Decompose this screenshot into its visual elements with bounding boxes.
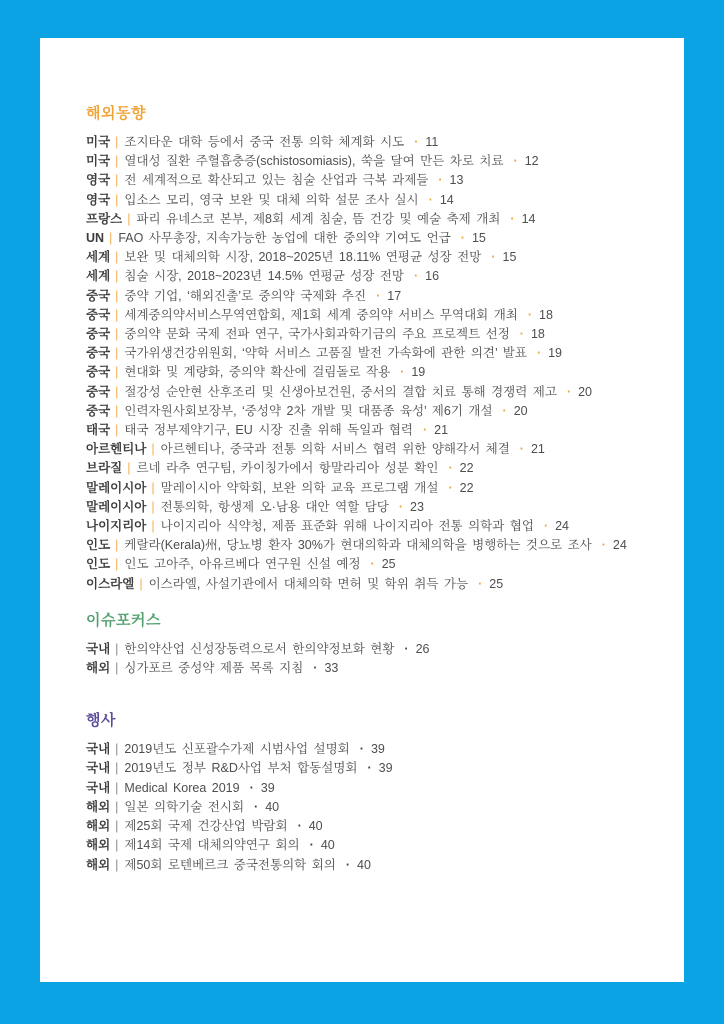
- toc-item-text: 르네 라추 연구팀, 카이칭가에서 항말라리아 성분 확인: [136, 461, 439, 476]
- page-bullet-icon: ·: [404, 641, 409, 656]
- toc-item: [86, 798, 666, 817]
- toc-item-label: 인도: [86, 557, 111, 572]
- toc-item-text: 조지타운 대학 등에서 중국 전통 의학 체계화 시도: [124, 135, 405, 149]
- toc-item: [86, 779, 666, 798]
- toc-item-text: 이스라엘, 사설기관에서 대체의학 면허 및 학위 취득 가능: [148, 576, 469, 591]
- page-number: 40: [265, 799, 280, 814]
- page-number: 20: [578, 384, 593, 399]
- page-number: 33: [324, 661, 339, 676]
- page-number: 14: [439, 192, 454, 207]
- page-number: 24: [612, 538, 627, 553]
- toc-item-label: 해외: [86, 838, 111, 853]
- toc-item: [86, 344, 666, 363]
- toc-item-label: 해외: [86, 799, 111, 814]
- toc-item-text: 열대성 질환 주혈흡충증(schistosomiasis), 쑥을 달여 만든 차로 치료: [124, 154, 504, 169]
- toc-list: [86, 640, 666, 678]
- toc-item-text: 절강성 순안현 산후조리 및 신생아보건원, 중서의 결합 치료 통해 경쟁력 제고: [124, 384, 557, 399]
- pipe-separator-icon: |: [115, 307, 119, 322]
- toc-item-label: 세계: [86, 269, 111, 284]
- page-number: 23: [410, 499, 424, 514]
- toc-item-text: 전 세계적으로 확산되고 있는 침술 산업과 극복 과제들: [124, 173, 429, 188]
- toc-item-label: 영국: [86, 192, 111, 207]
- pipe-separator-icon: |: [115, 192, 119, 207]
- toc-list: [86, 133, 666, 594]
- page-bullet-icon: ·: [413, 269, 419, 284]
- toc-item-text: 제50회 로텐베르크 중국전통의학 회의: [124, 857, 336, 872]
- toc-item-label: 국내: [86, 780, 111, 795]
- toc-item-label: 중국: [86, 288, 111, 303]
- page-number: 15: [502, 250, 517, 265]
- toc-item: [86, 191, 666, 210]
- section-title: 해외동향: [86, 105, 146, 122]
- pipe-separator-icon: |: [115, 365, 119, 380]
- page-bullet-icon: ·: [491, 250, 496, 265]
- toc-item-text: 한의약산업 신성장동력으로서 한의약정보화 현황: [124, 641, 395, 656]
- page-bullet-icon: ·: [254, 799, 259, 814]
- pipe-separator-icon: |: [115, 641, 119, 656]
- toc-item-label: 인도: [86, 538, 111, 553]
- pipe-separator-icon: |: [115, 423, 119, 438]
- page-bullet-icon: ·: [313, 661, 318, 676]
- section-title: 이슈포커스: [86, 611, 161, 629]
- toc-item: [86, 536, 666, 555]
- toc-item-label: 프랑스: [86, 211, 123, 226]
- toc-item-label: 해외: [86, 661, 111, 676]
- page-bullet-icon: ·: [460, 231, 465, 246]
- page-bullet-icon: ·: [519, 442, 524, 457]
- toc-item-label: 해외: [86, 819, 111, 834]
- toc-item-label: 미국: [86, 154, 111, 169]
- toc-item-label: 중국: [86, 327, 111, 342]
- toc-item-label: 국내: [86, 641, 111, 656]
- page-number: 22: [459, 480, 474, 495]
- pipe-separator-icon: |: [151, 519, 155, 534]
- pipe-separator-icon: |: [127, 461, 131, 476]
- toc-item: [86, 325, 666, 344]
- page-number: 13: [449, 173, 464, 188]
- page-bullet-icon: ·: [566, 384, 572, 399]
- toc-page: [40, 38, 684, 982]
- page-number: 40: [357, 857, 371, 872]
- toc-sections: [86, 104, 666, 875]
- pipe-separator-icon: |: [115, 838, 119, 853]
- page-number: 21: [530, 442, 545, 457]
- toc-item-label: 말레이시아: [86, 499, 147, 514]
- toc-item: [86, 856, 666, 875]
- toc-item-text: 2019년도 신포괄수가제 시범사업 설명회: [124, 742, 350, 757]
- page-number: 39: [260, 780, 275, 795]
- toc-item-label: 중국: [86, 384, 111, 399]
- pipe-separator-icon: |: [115, 135, 119, 149]
- toc-item-label: 중국: [86, 307, 111, 322]
- toc-item-label: 세계: [86, 250, 111, 265]
- toc-item-label: 나이지리아: [86, 519, 147, 534]
- page-bullet-icon: ·: [510, 211, 515, 226]
- toc-item: [86, 640, 666, 659]
- page-number: 19: [548, 346, 563, 361]
- toc-item-text: 인력자원사회보장부, ‘중성약 2차 개발 및 대품종 육성’ 제6기 개설: [124, 403, 493, 418]
- page-number: 40: [308, 819, 323, 834]
- pipe-separator-icon: |: [115, 384, 119, 399]
- toc-item: [86, 383, 666, 402]
- page-number: 24: [555, 519, 570, 534]
- page-bullet-icon: ·: [398, 499, 404, 514]
- page-number: 12: [524, 154, 539, 169]
- toc-item: [86, 402, 666, 421]
- page-bullet-icon: ·: [448, 480, 453, 495]
- toc-item-label: 아르헨티나: [86, 442, 147, 457]
- toc-item-label: 국내: [86, 761, 111, 776]
- toc-item-text: 침술 시장, 2018~2023년 14.5% 연평균 성장 전망: [124, 269, 404, 284]
- page-number: 15: [471, 231, 486, 246]
- toc-list: [86, 740, 666, 874]
- page-bullet-icon: ·: [370, 557, 375, 572]
- page-bullet-icon: ·: [513, 154, 518, 169]
- page-bullet-icon: ·: [297, 819, 302, 834]
- page-bullet-icon: ·: [536, 346, 542, 361]
- page-number: 39: [370, 742, 385, 757]
- pipe-separator-icon: |: [109, 231, 113, 246]
- pipe-separator-icon: |: [115, 538, 119, 553]
- toc-item-text: 싱가포르 중성약 제품 목록 지침: [124, 661, 304, 676]
- pipe-separator-icon: |: [115, 799, 119, 814]
- toc-item-text: 말레이시아 약학회, 보완 의학 교육 프로그램 개설: [160, 480, 439, 495]
- toc-item: [86, 459, 666, 478]
- toc-item: [86, 133, 666, 152]
- toc-item: [86, 287, 666, 306]
- toc-item: [86, 306, 666, 325]
- page-bullet-icon: ·: [478, 576, 483, 591]
- toc-item-label: 중국: [86, 403, 111, 418]
- pipe-separator-icon: |: [115, 761, 119, 776]
- toc-section: [86, 104, 666, 594]
- toc-item-label: 말레이시아: [86, 480, 147, 495]
- toc-item-label: 브라질: [86, 461, 123, 476]
- toc-item-label: 태국: [86, 423, 111, 438]
- toc-item: [86, 659, 666, 678]
- toc-item: [86, 740, 666, 759]
- page-number: 40: [320, 838, 335, 853]
- toc-item: [86, 210, 666, 229]
- toc-item-text: 태국 정부제약기구, EU 시장 진출 위해 독일과 협력: [124, 423, 413, 438]
- toc-item: [86, 363, 666, 382]
- page-bullet-icon: ·: [309, 838, 314, 853]
- toc-item: [86, 498, 666, 517]
- toc-item-text: FAO 사무총장, 지속가능한 농업에 대한 중의약 기여도 언급: [118, 231, 451, 246]
- page-number: 22: [459, 461, 474, 476]
- pipe-separator-icon: |: [115, 557, 119, 572]
- pipe-separator-icon: |: [115, 661, 119, 676]
- toc-section: [86, 611, 666, 678]
- page-bullet-icon: ·: [422, 423, 428, 438]
- toc-item-text: 인도 고아주, 아유르베다 연구원 신설 예정: [124, 557, 361, 572]
- toc-item: [86, 575, 666, 594]
- page-number: 19: [411, 365, 426, 380]
- pipe-separator-icon: |: [115, 403, 119, 418]
- toc-item: [86, 248, 666, 267]
- page-bullet-icon: ·: [367, 761, 372, 776]
- page-number: 16: [425, 269, 440, 284]
- page-bullet-icon: ·: [543, 519, 549, 534]
- page-number: 26: [415, 641, 430, 656]
- toc-item-text: 현대화 및 계량화, 중의약 확산에 걸림돌로 작용: [124, 365, 391, 380]
- toc-item-label: 중국: [86, 365, 111, 380]
- pipe-separator-icon: |: [127, 211, 131, 226]
- page-number: 18: [539, 307, 553, 322]
- page-number: 25: [489, 576, 504, 591]
- toc-item: [86, 171, 666, 190]
- toc-item-text: 중의약 문화 국제 전파 연구, 국가사회과학기금의 주요 프로젝트 선정: [124, 327, 510, 342]
- toc-item-text: 제14회 국제 대체의약연구 회의: [124, 838, 300, 853]
- toc-item: [86, 440, 666, 459]
- page-bullet-icon: ·: [359, 742, 364, 757]
- toc-item-label: UN: [86, 231, 105, 246]
- page-number: 20: [513, 403, 528, 418]
- toc-item-text: 아르헨티나, 중국과 전통 의학 서비스 협력 위한 양해각서 체결: [160, 442, 510, 457]
- pipe-separator-icon: |: [115, 250, 119, 265]
- page-bullet-icon: ·: [502, 403, 507, 418]
- toc-section: [86, 711, 666, 874]
- toc-item: [86, 152, 666, 171]
- toc-item-text: 국가위생건강위원회, ‘약학 서비스 고품질 발전 가속화에 관한 의견’ 발표: [124, 346, 527, 361]
- toc-item-text: 2019년도 정부 R&D사업 부처 합동설명회: [124, 761, 358, 776]
- page-bullet-icon: ·: [345, 857, 351, 872]
- toc-item: [86, 817, 666, 836]
- toc-item-text: Medical Korea 2019: [124, 780, 240, 795]
- toc-item: [86, 836, 666, 855]
- toc-item-label: 영국: [86, 173, 111, 188]
- page-bullet-icon: ·: [414, 135, 419, 149]
- pipe-separator-icon: |: [115, 154, 119, 169]
- pipe-separator-icon: |: [151, 499, 155, 514]
- page-number: 21: [434, 423, 449, 438]
- pipe-separator-icon: |: [151, 480, 155, 495]
- pipe-separator-icon: |: [115, 269, 119, 284]
- page-bullet-icon: ·: [448, 461, 453, 476]
- toc-item-label: 국내: [86, 742, 111, 757]
- page-bullet-icon: ·: [519, 327, 524, 342]
- page-number: 11: [425, 135, 439, 149]
- toc-item-label: 미국: [86, 135, 111, 149]
- pipe-separator-icon: |: [139, 576, 143, 591]
- page-number: 14: [521, 211, 536, 226]
- pipe-separator-icon: |: [115, 857, 119, 872]
- page-bullet-icon: ·: [249, 780, 254, 795]
- toc-item: [86, 479, 666, 498]
- page-number: 17: [387, 288, 402, 303]
- toc-item: [86, 229, 666, 248]
- pipe-separator-icon: |: [115, 742, 119, 757]
- pipe-separator-icon: |: [151, 442, 155, 457]
- toc-item-label: 중국: [86, 346, 111, 361]
- toc-item: [86, 267, 666, 286]
- toc-item-label: 해외: [86, 857, 111, 872]
- toc-item-text: 파리 유네스코 본부, 제8회 세계 침술, 뜸 건강 및 예술 축제 개최: [136, 211, 501, 226]
- toc-item: [86, 759, 666, 778]
- toc-item-text: 세계중의약서비스무역연합회, 제1회 세계 중의약 서비스 무역대회 개최: [124, 307, 518, 322]
- toc-item-text: 전통의학, 항생제 오·남용 대안 역할 담당: [160, 499, 389, 514]
- page-bullet-icon: ·: [428, 192, 433, 207]
- toc-item-text: 일본 의학기술 전시회: [124, 799, 245, 814]
- page-bullet-icon: ·: [400, 365, 405, 380]
- toc-item-text: 중약 기업, ‘해외진출’로 중의약 국제화 추진: [124, 288, 367, 303]
- page-bullet-icon: ·: [438, 173, 443, 188]
- page-number: 25: [381, 557, 396, 572]
- toc-item-label: 이스라엘: [86, 576, 135, 591]
- section-title: 행사: [86, 712, 116, 730]
- pipe-separator-icon: |: [115, 288, 119, 303]
- pipe-separator-icon: |: [115, 173, 119, 188]
- toc-item-text: 보완 및 대체의학 시장, 2018~2025년 18.11% 연평균 성장 전망: [124, 250, 482, 265]
- toc-item-text: 제25회 국제 건강산업 박람회: [124, 819, 288, 834]
- page-bullet-icon: ·: [527, 307, 533, 322]
- pipe-separator-icon: |: [115, 780, 119, 795]
- toc-item: [86, 517, 666, 536]
- toc-item: [86, 555, 666, 574]
- page-number: 18: [530, 327, 545, 342]
- toc-item-text: 케랄라(Kerala)州, 당뇨병 환자 30%가 현대의학과 대체의학을 병행하는 것으로 조사: [124, 538, 592, 553]
- pipe-separator-icon: |: [115, 346, 119, 361]
- toc-item-text: 나이지리아 식약청, 제품 표준화 위해 나이지리아 전통 의학과 협업: [160, 519, 534, 534]
- pipe-separator-icon: |: [115, 327, 119, 342]
- pipe-separator-icon: |: [115, 819, 119, 834]
- page-number: 39: [378, 761, 393, 776]
- page-bullet-icon: ·: [376, 288, 381, 303]
- toc-item: [86, 421, 666, 440]
- toc-item-text: 입소스 모리, 영국 보완 및 대체 의학 설문 조사 실시: [124, 192, 419, 207]
- page-bullet-icon: ·: [601, 538, 606, 553]
